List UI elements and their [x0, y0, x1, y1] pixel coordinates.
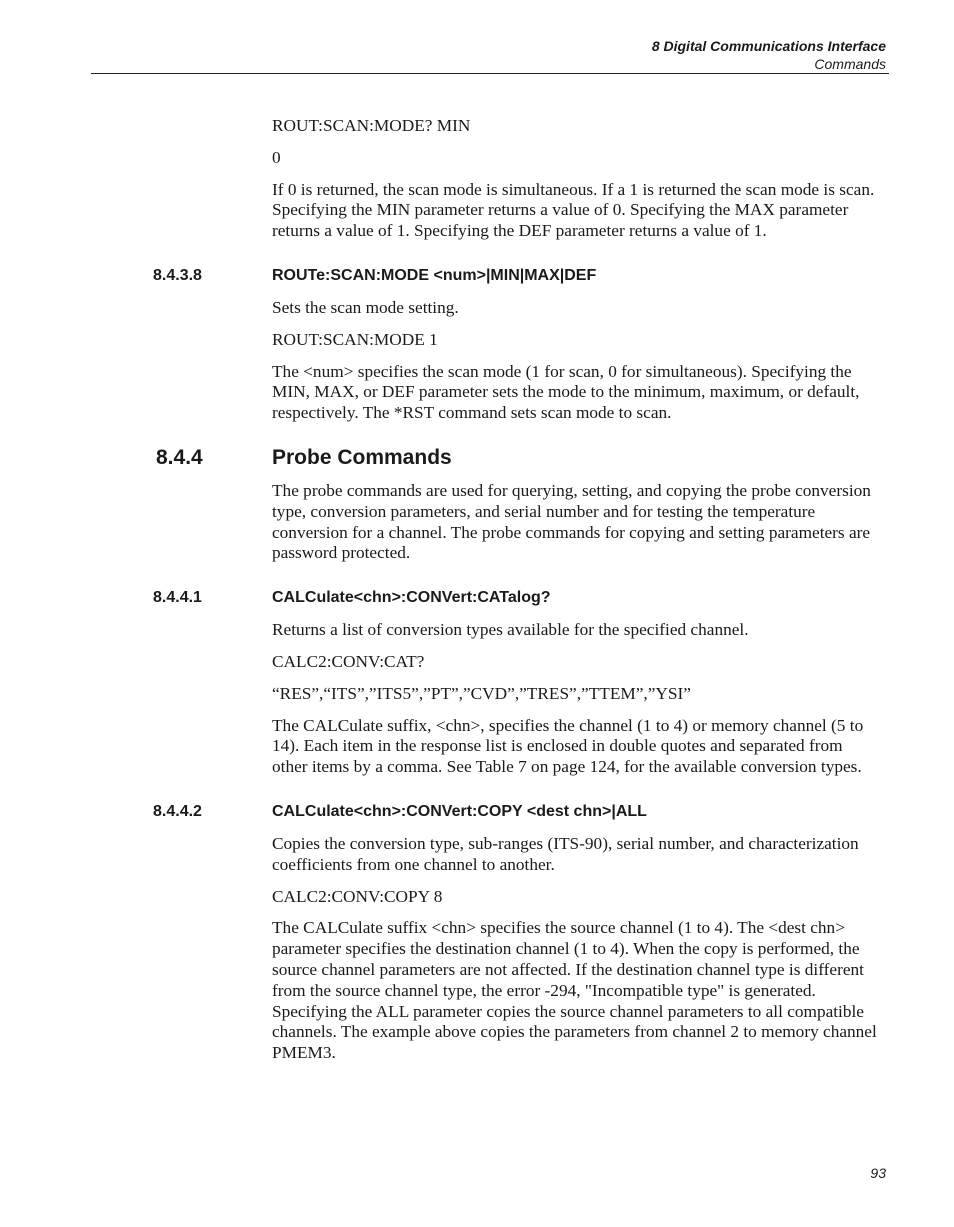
page-number: 93: [870, 1165, 886, 1181]
description-paragraph: The <num> specifies the scan mode (1 for scan, 0 for simultaneous). Specifying the MIN, MAX, or DEF parameter sets the mode to the minimum, maximum, or default, respectively. The *RST command sets scan mode to scan.: [272, 361, 860, 423]
example-command: CALC2:CONV:CAT?: [272, 651, 425, 671]
section-number: 8.4.4: [156, 445, 203, 469]
section-number: 8.4.3.8: [153, 266, 202, 284]
section-title: CALCulate<chn>:CONVert:COPY <dest chn>|ALL: [272, 802, 647, 820]
example-response: “RES”,“ITS”,”ITS5”,”PT”,”CVD”,”TRES”,”TTEM”,”YSI”: [272, 683, 691, 703]
section-heading-8-4-4-2: [0, 800, 954, 824]
description-paragraph: Returns a list of conversion types available for the specified channel.: [272, 620, 749, 640]
section-title: Commands: [814, 56, 886, 72]
running-header: [652, 37, 886, 73]
description-paragraph: Sets the scan mode setting.: [272, 297, 459, 317]
section-heading-8-4-3-8: [0, 264, 954, 288]
description-paragraph: If 0 is returned, the scan mode is simultaneous. If a 1 is returned the scan mode is scan. Specifying the MIN parameter returns a value of 0. Specifying the MAX parameter returns a value of 1. Specifying the DEF parameter returns a value of 1.: [272, 179, 875, 241]
section-number: 8.4.4.1: [153, 589, 202, 607]
section-heading-8-4-4: [0, 443, 954, 473]
chapter-title: 8 Digital Communications Interface: [651, 38, 886, 54]
description-paragraph: The CALCulate suffix, <chn>, specifies the channel (1 to 4) or memory channel (5 to 14). Each item in the response list is enclosed in double quotes and separated from other items by a comma. See Table 7 on page 124, for the available conversion types.: [272, 715, 864, 777]
section-title: ROUTe:SCAN:MODE <num>|MIN|MAX|DEF: [272, 266, 597, 284]
description-paragraph: The probe commands are used for querying, setting, and copying the probe conversion type, conversion parameters, and serial number and for testing the temperature conversion for a channel. The probe commands for copying and setting parameters are password protected.: [272, 480, 871, 563]
section-title: Probe Commands: [272, 445, 452, 469]
example-command: CALC2:CONV:COPY 8: [272, 886, 443, 906]
section-title: CALCulate<chn>:CONVert:CATalog?: [272, 589, 551, 607]
description-paragraph: The CALCulate suffix <chn> specifies the source channel (1 to 4). The <dest chn> parameter specifies the destination channel (1 to 4). When the copy is performed, the source channel parameters are not affected. If the destination channel type is different from the source channel type, the error -294, "Incompatible type" is generated. Specifying the ALL parameter copies the source channel parameters to all compatible channels. The example above copies the parameters from channel 2 to memory channel PMEM3.: [272, 918, 877, 1063]
section-number: 8.4.4.2: [153, 802, 202, 820]
header-rule: [91, 73, 889, 74]
example-response: 0: [272, 147, 281, 167]
description-paragraph: Copies the conversion type, sub-ranges (ITS-90), serial number, and characterization coefficients from one channel to another.: [272, 833, 859, 874]
section-heading-8-4-4-1: [0, 586, 954, 610]
example-command: ROUT:SCAN:MODE 1: [272, 329, 438, 349]
example-command: ROUT:SCAN:MODE? MIN: [272, 116, 471, 135]
page-body: [0, 116, 954, 1064]
